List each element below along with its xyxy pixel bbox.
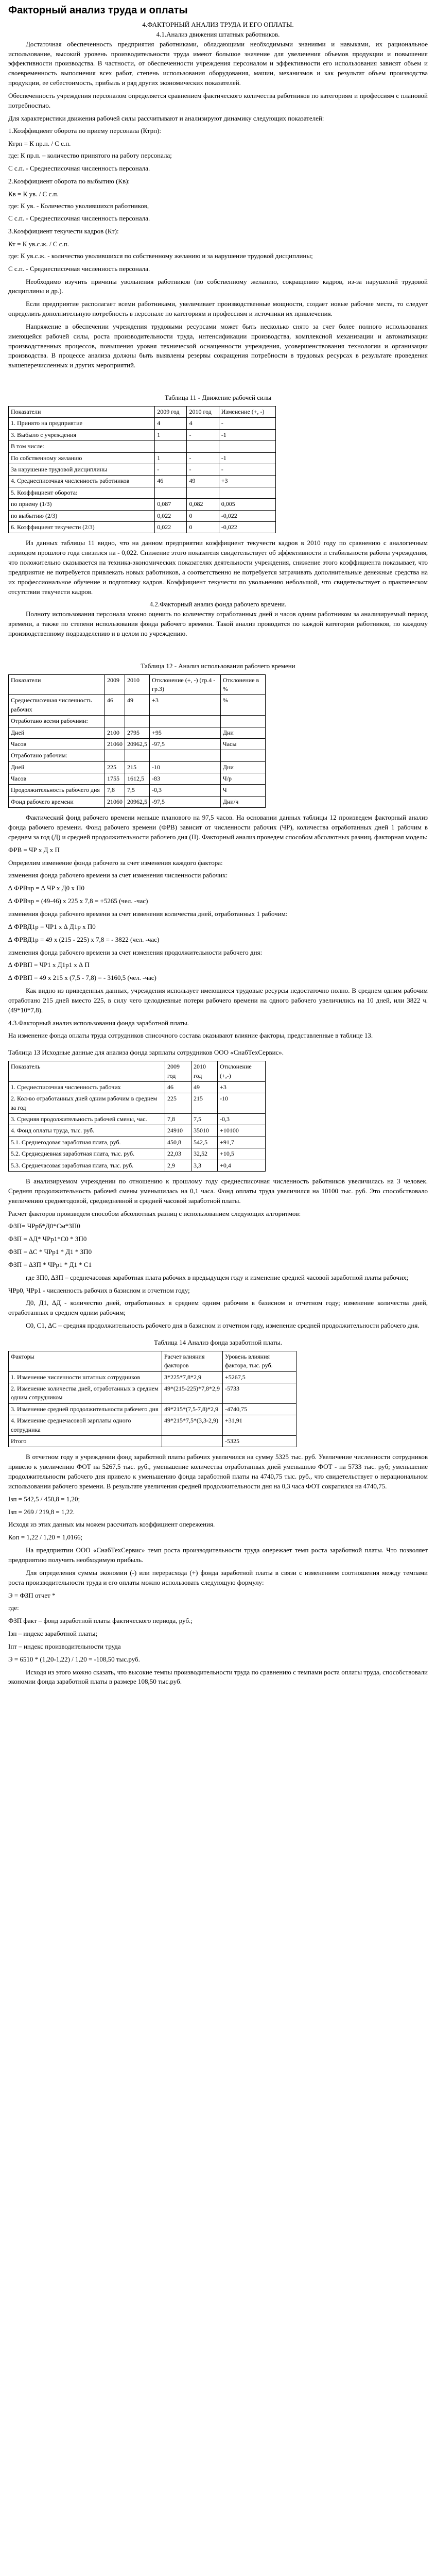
body-paragraph: ФЗП факт – фонд заработной платы фактического периода, руб.; (8, 1617, 193, 1625)
coefficient-note: С с.п. - Среднесписочная численность персонала. (8, 214, 150, 223)
table-cell: 0,005 (219, 499, 275, 510)
table-cell: +3 (218, 1081, 266, 1093)
body-paragraph: На изменение фонда оплаты труда сотрудников списочного состава оказывают влияние факторы, представленные в таблице 13. (8, 1031, 373, 1040)
table-cell: 215 (125, 761, 150, 773)
table-row (9, 464, 276, 475)
table-cell: 0,022 (155, 510, 187, 521)
table-cell: 1. Изменение численности штатных сотрудников (9, 1371, 162, 1383)
coefficient-title: 2.Коэффициент оборота по выбытию (Кв): (8, 177, 130, 185)
body-paragraph: Э = 6510 * (1,20-1,22) / 1,20 = -108,50 тыс.руб. (8, 1655, 140, 1663)
table-cell: 2100 (105, 727, 125, 738)
table-cell: Дни (220, 727, 265, 738)
table-cell: Итого (9, 1435, 162, 1447)
table-cell: +3 (150, 695, 221, 716)
table-cell (150, 716, 221, 727)
table-cell: 215 (191, 1093, 218, 1114)
table-cell: Дней (9, 727, 105, 738)
table-cell: 49 (125, 695, 150, 716)
table-row (9, 1148, 266, 1160)
table-cell: 225 (165, 1093, 191, 1114)
table-cell: 21060 (105, 796, 125, 807)
body-paragraph: изменения фонда рабочего времени за счет изменения продолжительности рабочего дня: (8, 948, 263, 956)
body-paragraph: ФЗП= ЧРрб*Д0*См*ЗП0 (8, 1222, 80, 1230)
table-cell: Часов (9, 738, 105, 750)
table-cell (155, 441, 187, 452)
coefficient-note: где: К ув.с.ж. - количество уволившихся по собственному желанию и за нарушение трудовой дисциплины; (8, 251, 313, 260)
body-section (8, 1452, 428, 1687)
table-caption: Таблица 14 Анализ фонда заработной платы. (154, 1338, 282, 1347)
table-row (9, 716, 266, 727)
table-cell: 542,5 (191, 1137, 218, 1148)
table-cell (162, 1435, 222, 1447)
table-cell (105, 750, 125, 761)
table-cell: 3*225*7,8*2,9 (162, 1371, 222, 1383)
table-cell: 2. Кол-во отработанных дней одним рабочим в среднем за год (9, 1093, 165, 1114)
table-cell: 0 (187, 521, 219, 533)
page-title: Факторный анализ труда и оплаты (8, 5, 188, 16)
table-cell: 3. Средняя продолжительность рабочей смены, час. (9, 1114, 165, 1125)
body-paragraph: ФЗП = ∆Д* ЧРр1*С0 * ЗП0 (8, 1235, 87, 1243)
table-cell: 0,022 (155, 521, 187, 533)
table-cell: 49*215*7,5*(3,3-2,9) (162, 1415, 222, 1436)
table-header-row (9, 1061, 266, 1082)
table-cell: -83 (150, 773, 221, 785)
coefficient-note: С с.п. - Среднесписочная численность персонала. (8, 164, 150, 172)
table-row (9, 1160, 266, 1171)
table-cell: В том числе: (9, 441, 155, 452)
table-cell: -10 (150, 761, 221, 773)
table-cell: 20962,5 (125, 738, 150, 750)
table-header-cell: 2009 год (155, 406, 187, 418)
table-cell: 4. Изменение среднечасовой зарплаты одного сотрудника (9, 1415, 162, 1436)
table-cell: 46 (165, 1081, 191, 1093)
table-row (9, 1383, 297, 1404)
table-cell: 3,3 (191, 1160, 218, 1171)
table-cell (105, 716, 125, 727)
table-cell: 2,9 (165, 1160, 191, 1171)
table-cell: - (155, 464, 187, 475)
table-cell: -0,022 (219, 510, 275, 521)
table-cell: Фонд рабочего времени (9, 796, 105, 807)
table-header-cell: Отклонение (+, -) (гр.4 - гр.3) (150, 674, 221, 695)
table-cell: 49*(215-225)*7,8*2,9 (162, 1383, 222, 1404)
table-cell: 0,082 (187, 499, 219, 510)
coefficient-title: 3.Коэффициент текучести кадров (Кт): (8, 227, 119, 235)
body-paragraph: Коп = 1,22 / 1,20 = 1,0166; (8, 1533, 83, 1541)
body-paragraph: Определим изменение фонда рабочего за счет изменения каждого фактора: (8, 858, 223, 867)
table-header-cell: Показатели (9, 674, 105, 695)
table-cell: 4. Среднесписочная численность работников (9, 476, 155, 487)
body-paragraph: ∆ ФРВП = ЧР1 х Д1р1 х ∆ П (8, 961, 90, 969)
body-paragraph: ∆ ФРВчр = ∆ ЧР х Д0 х П0 (8, 884, 85, 892)
table-cell: +10,5 (218, 1148, 266, 1160)
body-paragraph: ∆ ФРВД1р = ЧР1 х ∆ Д1р х П0 (8, 922, 96, 930)
body-paragraph: Исходя из этих данных мы можем рассчитать коэффициент опережения. (8, 1520, 215, 1529)
table-cell: -97,5 (150, 796, 221, 807)
table-row (9, 476, 276, 487)
table-cell: 7,8 (165, 1114, 191, 1125)
table-row (9, 750, 266, 761)
body-paragraph: Исходя из этого можно сказать, что высокие темпы производительности труда по сравнению с темпами роста оплаты труда, способствовали экономии фонда заработной платы в размере 108,50 тыс.руб. (8, 1668, 428, 1686)
table-header-cell: Уровень влияния фактора, тыс. руб. (222, 1351, 296, 1371)
body-paragraph: Напряжение в обеспечении учреждения трудовыми ресурсами может быть несколько снято за счет более полного использования имеющейся рабочей силы, роста производительности труда, интенсификации производства, комплексной механизации и автоматизации производственных процессов, повышения уровня технической оснащенности учреждения, усовершенствования технологии и организации производства. В процессе анализа должны быть выявлены резервы сокращения потребности в трудовых ресурсах в результате проведения вышеперечисленных и других мероприятий. (8, 322, 428, 369)
table-cell: -0,3 (218, 1114, 266, 1125)
table-cell: 3. Выбыло с учреждения (9, 429, 155, 440)
table-cell (219, 441, 275, 452)
table-cell: -1 (219, 452, 275, 464)
intro-paragraph: Обеспеченность учреждения персоналом определяется сравнением фактического количества работников по категориям и профессиям с плановой потребностью. (8, 91, 428, 109)
table-row (9, 499, 276, 510)
coefficient-formula: Кв = К ув. / С с.п. (8, 190, 59, 198)
table-cell: +5267,5 (222, 1371, 296, 1383)
body-paragraph: Расчет факторов произведем способом абсолютных разниц с использованием следующих алгоритмов: (8, 1209, 301, 1217)
table-cell: Дни/ч (220, 796, 265, 807)
body-paragraph: изменения фонда рабочего времени за счет изменения количества дней, отработанных 1 рабочим: (8, 910, 288, 918)
table-cell: 49*215*(7,5-7,8)*2,9 (162, 1403, 222, 1415)
table-cell (220, 750, 265, 761)
table-cell: 32,52 (191, 1148, 218, 1160)
table-cell: Отработано всеми рабочими: (9, 716, 105, 727)
intro-paragraph: Для характеристики движения рабочей силы рассчитывают и анализируют динамику следующих показателей: (8, 114, 324, 122)
table-row (9, 452, 276, 464)
table-cell: 46 (155, 476, 187, 487)
table-cell: 35010 (191, 1125, 218, 1137)
table-cell: 49 (191, 1081, 218, 1093)
table-cell: +10100 (218, 1125, 266, 1137)
body-paragraph: Как видно из приведенных данных, учреждения использует имеющиеся трудовые ресурсы недостаточно полно. В среднем одним рабочим отработано 215 дней вместо 225, в силу чего целодневные потери рабочего времени на одного рабочего увеличились на 10 дней, или 3822 ч. (49*10*7,8). (8, 987, 428, 1014)
table-cell: 1 (155, 429, 187, 440)
body-paragraph: Iзп = 542,5 / 450,8 = 1,20; (8, 1495, 80, 1503)
table-cell: -1 (219, 429, 275, 440)
table-row (9, 695, 266, 716)
table-cell (220, 716, 265, 727)
subsection-heading-4-1: 4.1.Анализ движения штатных работников. (156, 30, 280, 38)
table-row (9, 1093, 266, 1114)
table-header-cell: Изменение (+, -) (219, 406, 275, 418)
body-paragraph: Д0, Д1, ∆Д - количество дней, отработанных в среднем одним рабочим в базисном и отчетном году; изменение количества дней, отработанных в среднем одним рабочим; (8, 1299, 428, 1317)
table-cell (187, 487, 219, 498)
table-cell: - (219, 418, 275, 429)
table-cell: 5.2. Среднедневная заработная плата, тыс. руб. (9, 1148, 165, 1160)
table-11-labor-movement (8, 406, 276, 533)
table-cell: по выбытию (2/3) (9, 510, 155, 521)
table-cell: Продолжительность рабочего дня (9, 785, 105, 796)
table-row (9, 1114, 266, 1125)
table-cell: Отработано рабочим: (9, 750, 105, 761)
body-paragraph: Из данных таблицы 11 видно, что на данном предприятии коэффициент текучести кадров в 2010 году по сравнению с аналогичным периодом прошлого года снизился на - 0,022. Снижение этого показателя свидетельствует об эффективности и стабильности работы учреждения, что положительно сказывается на техника-экономических показателях деятельности учреждения, снижение этого коэффициента показывает, что предприятие не потребуется привлекать новых работников, а соответственно не потребуется затрачивать дополнительные денежные средства на их профессиональное обучение и подготовку кадров. Коэффициент текучести по увольнению небольшой, что свидетельствует о практическом отсутствии текучести кадров. (8, 539, 428, 596)
body-paragraph: ФЗП = ∆С * ЧРр1 * Д1 * ЗП0 (8, 1248, 92, 1256)
body-paragraph: ФРВ = ЧР х Д х П (8, 845, 60, 854)
table-cell: 4. Фонд оплаты труда, тыс. руб. (9, 1125, 165, 1137)
table-cell: -10 (218, 1093, 266, 1114)
table-cell: 21060 (105, 738, 125, 750)
table-row (9, 429, 276, 440)
table-cell: 0,087 (155, 499, 187, 510)
body-paragraph: ∆ ФРВП = 49 х 215 х (7,5 - 7,8) = - 3160,5 (чел. -час) (8, 974, 156, 982)
table-row (9, 487, 276, 498)
table-row (9, 761, 266, 773)
table-cell: 49 (187, 476, 219, 487)
body-paragraph: изменения фонда рабочего времени за счет изменения численности рабочих: (8, 871, 228, 879)
table-row (9, 1081, 266, 1093)
table-header-cell: Факторы (9, 1351, 162, 1371)
table-header-cell: Показатели (9, 406, 155, 418)
table-cell: 7,5 (125, 785, 150, 796)
table-cell: % (220, 695, 265, 716)
table-cell: +31,91 (222, 1415, 296, 1436)
table-cell (219, 487, 275, 498)
table-header-row (9, 406, 276, 418)
table-cell: - (187, 452, 219, 464)
table-cell: 1 (155, 452, 187, 464)
table-cell: -5733 (222, 1383, 296, 1404)
coefficient-block (8, 126, 428, 173)
body-paragraph: ∆ ФРВД1р = 49 х (215 - 225) х 7,8 = - 3822 (чел. -час) (8, 935, 160, 943)
coefficient-formula: Кт = К ув.с.ж. / С с.п. (8, 240, 69, 248)
body-paragraph: где ЗП0, ∆ЗП – среднечасовая заработная плата рабочих в предыдущем году и изменение средней часовой заработной платы рабочих; (26, 1273, 409, 1281)
table-cell: 1. Среднесписочная численность рабочих (9, 1081, 165, 1093)
table-row (9, 1137, 266, 1148)
table-cell: 0 (187, 510, 219, 521)
table-row (9, 738, 266, 750)
subsection-heading-4-2: 4.2.Факторный анализ фонда рабочего времени. (149, 600, 287, 608)
table-cell: 46 (105, 695, 125, 716)
table-row (9, 1125, 266, 1137)
body-paragraph: ФЗП = ∆ЗП * ЧРр1 * Д1 * С1 (8, 1260, 92, 1268)
table-13-payroll-input (8, 1061, 266, 1172)
table-cell: 24910 (165, 1125, 191, 1137)
body-paragraph: Iзп – индекс заработной платы; (8, 1630, 98, 1638)
table-cell: По собственному желанию (9, 452, 155, 464)
coefficient-block (8, 227, 428, 274)
table-row (9, 441, 276, 452)
table-cell: 450,8 (165, 1137, 191, 1148)
table-cell: 2795 (125, 727, 150, 738)
table-header-cell: 2009 год (165, 1061, 191, 1082)
body-paragraph: В анализируемом учреждении по отношению к прошлому году среднесписочная численность работников увеличилась на 3 человек. Средняя продолжительность рабочей смены уменьшилась на 0,1 часа. Фонд оплаты труда увеличился на 10100 тыс. руб. Это способствовало увеличению среднегодовой, среднедневной и средней часовой заработной платы. (8, 1177, 428, 1205)
table-cell: 20962,5 (125, 796, 150, 807)
table-caption: Таблица 12 - Анализ использования рабочего времени (141, 662, 295, 670)
table-cell: -0,3 (150, 785, 221, 796)
coefficient-title: 1.Коэффициент оборота по приему персонала (Ктрп): (8, 127, 161, 135)
body-paragraph: 4.3.Факторный анализ использования фонда заработной платы. (8, 1019, 189, 1027)
table-cell (187, 441, 219, 452)
body-paragraph: Для определения суммы экономии (-) или перерасхода (+) фонда заработной платы в связи с изменением соотношения между темпами роста производительности труда и его оплаты можно использовать следующую формулу: (8, 1568, 428, 1586)
table-cell: - (187, 464, 219, 475)
table-caption: Таблица 13 Исходные данные для анализа фонда зарплаты сотрудников ООО «СнабТехСервис». (8, 1048, 284, 1057)
table-cell: 1612,5 (125, 773, 150, 785)
table-cell: 5. Коэффициент оборота: (9, 487, 155, 498)
table-row (9, 796, 266, 807)
table-row (9, 785, 266, 796)
table-cell: 4 (187, 418, 219, 429)
table-cell: -5325 (222, 1435, 296, 1447)
body-paragraph: Iпт – индекс производительности труда (8, 1642, 121, 1650)
table-cell: -0,022 (219, 521, 275, 533)
table-cell: по приему (1/3) (9, 499, 155, 510)
table-row (9, 1435, 297, 1447)
coefficient-note: С с.п. - Среднесписочная численность персонала. (8, 264, 150, 273)
body-paragraph: Э = ФЗП отчет * (8, 1591, 56, 1599)
table-cell: 1. Принято на предприятие (9, 418, 155, 429)
table-cell: Часов (9, 773, 105, 785)
table-cell: +0,4 (218, 1160, 266, 1171)
table-cell: За нарушение трудовой дисциплины (9, 464, 155, 475)
table-cell: Среднесписочная численность рабочих (9, 695, 105, 716)
table-cell (155, 487, 187, 498)
table-cell: +95 (150, 727, 221, 738)
body-paragraph: С0, С1, ∆С – средняя продолжительность рабочего дня в базисном и отчетном году, изменение средней продолжительности рабочего дня. (26, 1321, 420, 1330)
table-cell: 4 (155, 418, 187, 429)
body-paragraph: В отчетном году в учреждении фонд заработной платы рабочих увеличился на сумму 5325 тыс. руб. Увеличение численности сотрудников привело к увеличению ФОТ на 5267,5 тыс. руб., уменьшение количества отработанных дней уменьшило ФОТ - на 5733 тыс. руб; уменьшение продолжительности рабочего дня привело к уменьшению фонда заработной платы на 4740,75 тыс. руб., что свидетельствует о нерациональном использовании рабочего времени. В результате увеличения средней продолжительности дня на 0,3 часа ФОТ сократился на 4740,75. (8, 1453, 428, 1490)
table-header-cell: Отклонение (+,-) (218, 1061, 266, 1082)
table-header-cell: 2010 год (191, 1061, 218, 1082)
table-row (9, 1371, 297, 1383)
body-paragraph: ∆ ФРВчр = (49-46) х 225 х 7,8 = +5265 (чел. -час) (8, 897, 148, 905)
table-cell: 7,8 (105, 785, 125, 796)
body-section (8, 1177, 428, 1331)
coefficient-note: где: К пр.п. – количество принятого на работу персонала; (8, 151, 172, 160)
table-header-cell: Показатель (9, 1061, 165, 1082)
table-cell (125, 750, 150, 761)
table-cell: Ч (220, 785, 265, 796)
table-cell: -4740,75 (222, 1403, 296, 1415)
body-section (8, 813, 428, 1041)
table-cell: - (187, 429, 219, 440)
table-cell: 5.3. Среднечасовая заработная плата, тыс. руб. (9, 1160, 165, 1171)
table-header-cell: Отклонение в % (220, 674, 265, 695)
table-12-working-time (8, 674, 266, 808)
body-paragraph: где: (8, 1604, 19, 1612)
body-paragraph: Iзп = 269 / 219,8 = 1,22. (8, 1507, 75, 1516)
body-paragraph: Фактический фонд рабочего времени меньше планового на 97,5 часов. На основании данных таблицы 12 произведем факторный анализ фонда рабочего времени. Фонд рабочего времени (ФРВ) зависит от численности рабочих (ЧР), количества отработанных дней 1 рабочим в среднем за год (Д) и средней продолжительности рабочего дня (П). Факторный анализ проведем способом абсолютных разниц, факторная модель: (8, 814, 428, 841)
table-header-cell: Расчет влияния факторов (162, 1351, 222, 1371)
table-cell: +91,7 (218, 1137, 266, 1148)
body-paragraph: Полноту использования персонала можно оценить по количеству отработанных дней и часов одним работником за анализируемый период времени, а также по степени использования фонда рабочего времени. Такой анализ проводится по каждой категории работников, по каждому производственному подразделению и в целом по учреждению. (8, 610, 428, 637)
table-row (9, 521, 276, 533)
intro-paragraph: Достаточная обеспеченность предприятия работниками, обладающими необходимыми знаниями и навыками, их рациональное использование, высокий уровень производительности труда имеют большое значение для увеличения объемов продукции и повышения эффективности производства. В частности, от обеспеченности учреждения персоналом и эффективности его использования зависят объем и своевременность выполнения всех работ, степень использования оборудования, машин, механизмов и как результат объем производства продукции, ее себестоимость, прибыль и ряд других экономических показателей. (8, 40, 428, 87)
body-paragraph: ЧРр0, ЧРр1 - численность рабочих в базисном и отчетном году; (8, 1286, 190, 1294)
table-cell (125, 716, 150, 727)
table-header-cell: 2010 (125, 674, 150, 695)
table-cell: -97,5 (150, 738, 221, 750)
table-cell: Дней (9, 761, 105, 773)
table-header-row (9, 1351, 297, 1371)
body-paragraph: На предприятии ООО «СнабТехСервис» темп роста производительности труда опережает темп роста заработной платы. Что позволяет предприятию получить необходимую прибыль. (8, 1546, 428, 1564)
table-row (9, 510, 276, 521)
table-row (9, 773, 266, 785)
table-row (9, 418, 276, 429)
table-cell: 6. Коэффициент текучести (2/3) (9, 521, 155, 533)
table-cell: 7,5 (191, 1114, 218, 1125)
table-header-cell: 2010 год (187, 406, 219, 418)
table-cell: 1755 (105, 773, 125, 785)
table-cell: Часы (220, 738, 265, 750)
coefficient-formula: Ктрп = К пр.п. / С с.п. (8, 140, 71, 148)
table-cell: 225 (105, 761, 125, 773)
table-14-payroll-analysis (8, 1351, 297, 1448)
coefficient-block (8, 177, 428, 224)
table-caption: Таблица 11 - Движение рабочей силы (164, 394, 272, 402)
table-cell: 5.1. Среднегодовая заработная плата, руб. (9, 1137, 165, 1148)
table-row (9, 1415, 297, 1436)
coefficient-note: где: К ув. - Количество уволившихся работников, (8, 201, 149, 210)
table-cell: Дни (220, 761, 265, 773)
body-paragraph: Если предприятие располагает всеми работниками, увеличивает производственные мощности, создает новые рабочие места, то следует определить дополнительную потребность в персонале по категориям и профессиям и источники их привлечения. (8, 300, 428, 318)
table-cell (150, 750, 221, 761)
table-cell: +3 (219, 476, 275, 487)
section-heading: 4.ФАКТОРНЫЙ АНАЛИЗ ТРУДА И ЕГО ОПЛАТЫ. (142, 21, 294, 28)
table-row (9, 1403, 297, 1415)
table-cell: Ч/р (220, 773, 265, 785)
table-header-row (9, 674, 266, 695)
table-cell: 3. Изменение средней продолжительности рабочего дня (9, 1403, 162, 1415)
table-cell: 2. Изменение количества дней, отработанных в среднем одним сотрудником (9, 1383, 162, 1404)
table-cell: 22,03 (165, 1148, 191, 1160)
body-paragraph: Необходимо изучить причины увольнения работников (по собственному желанию, сокращению кадров, из-за нарушений трудовой дисциплины и др.). (8, 277, 428, 295)
table-row (9, 727, 266, 738)
table-cell: - (219, 464, 275, 475)
table-header-cell: 2009 (105, 674, 125, 695)
